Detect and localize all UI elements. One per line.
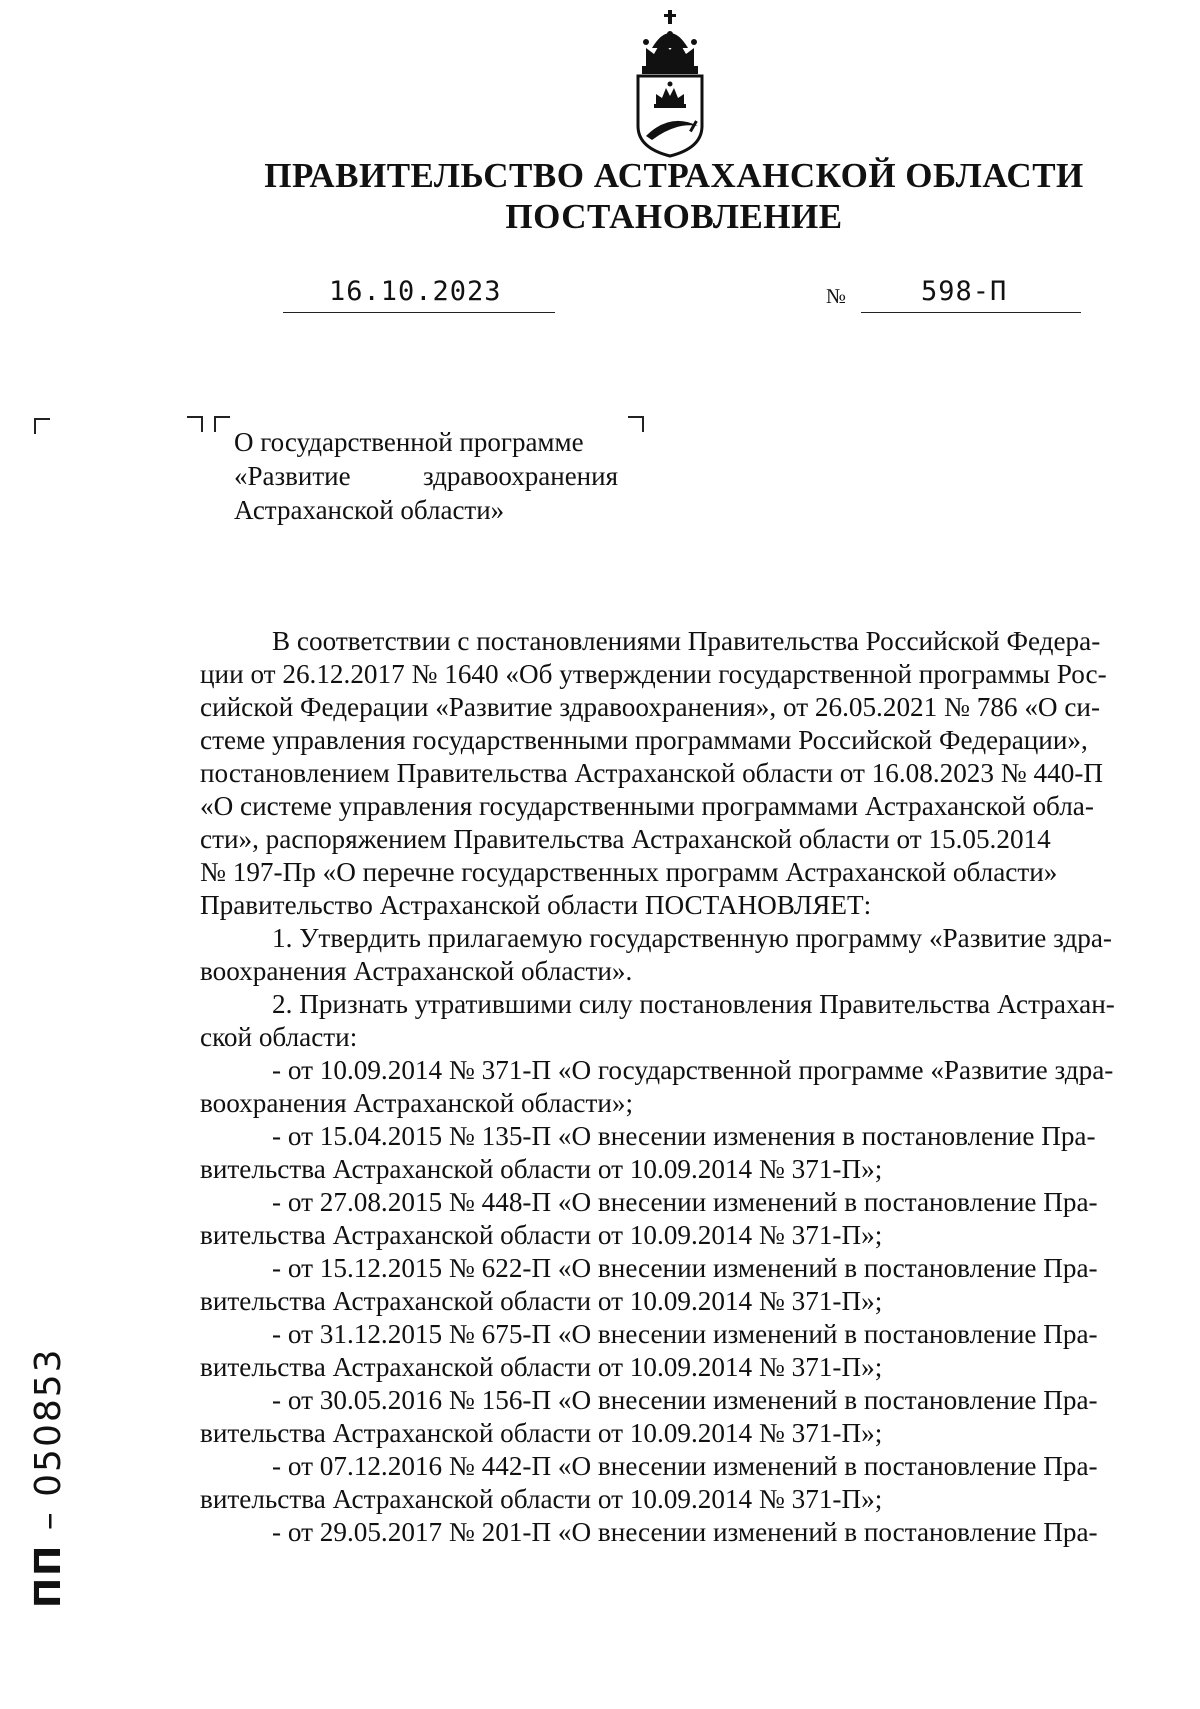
- form-serial-prefix: ПП: [28, 1543, 69, 1608]
- body-line: - от 10.09.2014 № 371-П «О государственной программе «Развитие здра-: [272, 1055, 1114, 1085]
- subject-bracket-top-right: [628, 416, 644, 432]
- body-line: стеме управления государственными программами Российской Федерации»,: [200, 725, 1088, 755]
- body-line: - от 15.04.2015 № 135-П «О внесении изменения в постановление Пра-: [272, 1121, 1096, 1151]
- body-line: Правительство Астраханской области ПОСТАНОВЛЯЕТ:: [200, 890, 872, 920]
- body-line: № 197-Пр «О перечне государственных программ Астраханской области»: [200, 857, 1058, 887]
- form-serial-number: [28, 1347, 69, 1608]
- subject-line-2-word-2: здравоохранения: [422, 461, 618, 491]
- body-line: воохранения Астраханской области»;: [200, 1088, 634, 1118]
- document-body: [200, 625, 1148, 1549]
- body-line: - от 27.08.2015 № 448-П «О внесении изменений в постановление Пра-: [272, 1187, 1098, 1217]
- margin-corner-mark: [34, 418, 50, 434]
- document-number: 598-П: [921, 276, 1008, 307]
- body-line: 2. Признать утратившими силу постановления Правительства Астрахан-: [272, 989, 1115, 1019]
- body-line: вительства Астраханской области от 10.09.2014 № 371-П»;: [200, 1286, 883, 1316]
- body-line: - от 30.05.2016 № 156-П «О внесении изменений в постановление Пра-: [272, 1385, 1098, 1415]
- subject-bracket-top-left: [214, 416, 230, 432]
- body-line: сти», распоряжением Правительства Астраханской области от 15.05.2014: [200, 824, 1051, 854]
- form-serial-digits: 050853: [28, 1347, 69, 1497]
- body-line: вительства Астраханской области от 10.09.2014 № 371-П»;: [200, 1352, 883, 1382]
- body-line: ции от 26.12.2017 № 1640 «Об утверждении государственной программы Рос-: [200, 659, 1107, 689]
- government-title: ПРАВИТЕЛЬСТВО АСТРАХАНСКОЙ ОБЛАСТИ: [264, 156, 1084, 195]
- body-line: сийской Федерации «Развитие здравоохранения», от 26.05.2021 № 786 «О си-: [200, 692, 1101, 722]
- subject-line-2-word-1: «Развитие: [234, 461, 351, 491]
- form-serial-dash: –: [28, 1496, 69, 1544]
- subject-line-1: О государственной программе: [234, 427, 584, 457]
- document-date: 16.10.2023: [329, 276, 502, 307]
- body-line: 1. Утвердить прилагаемую государственную программу «Развитие здра-: [272, 923, 1112, 953]
- subject-line-2: [234, 459, 618, 493]
- body-line: - от 29.05.2017 № 201-П «О внесении изменений в постановление Пра-: [272, 1517, 1098, 1547]
- document-type-title: ПОСТАНОВЛЕНИЕ: [505, 197, 843, 236]
- body-line: ской области:: [200, 1022, 358, 1052]
- body-line: - от 31.12.2015 № 675-П «О внесении изменений в постановление Пра-: [272, 1319, 1098, 1349]
- body-line: вительства Астраханской области от 10.09.2014 № 371-П»;: [200, 1154, 883, 1184]
- body-line: «О системе управления государственными программами Астраханской обла-: [200, 791, 1094, 821]
- body-line: вительства Астраханской области от 10.09.2014 № 371-П»;: [200, 1220, 883, 1250]
- number-sign: №: [826, 284, 847, 308]
- body-line: постановлением Правительства Астраханской области от 16.08.2023 № 440-П: [200, 758, 1104, 788]
- number-field: [861, 270, 1081, 313]
- subject-bracket-outer-left: [187, 416, 203, 432]
- coat-of-arms-emblem: [632, 8, 708, 158]
- date-field: [283, 270, 555, 313]
- document-subject: [234, 425, 618, 527]
- body-line: В соответствии с постановлениями Правительства Российской Федера-: [272, 626, 1101, 656]
- subject-line-3: Астраханской области»: [234, 495, 505, 525]
- body-line: воохранения Астраханской области».: [200, 956, 633, 986]
- body-line: - от 15.12.2015 № 622-П «О внесении изменений в постановление Пра-: [272, 1253, 1098, 1283]
- body-line: вительства Астраханской области от 10.09.2014 № 371-П»;: [200, 1484, 883, 1514]
- body-line: - от 07.12.2016 № 442-П «О внесении изменений в постановление Пра-: [272, 1451, 1098, 1481]
- body-line: вительства Астраханской области от 10.09.2014 № 371-П»;: [200, 1418, 883, 1448]
